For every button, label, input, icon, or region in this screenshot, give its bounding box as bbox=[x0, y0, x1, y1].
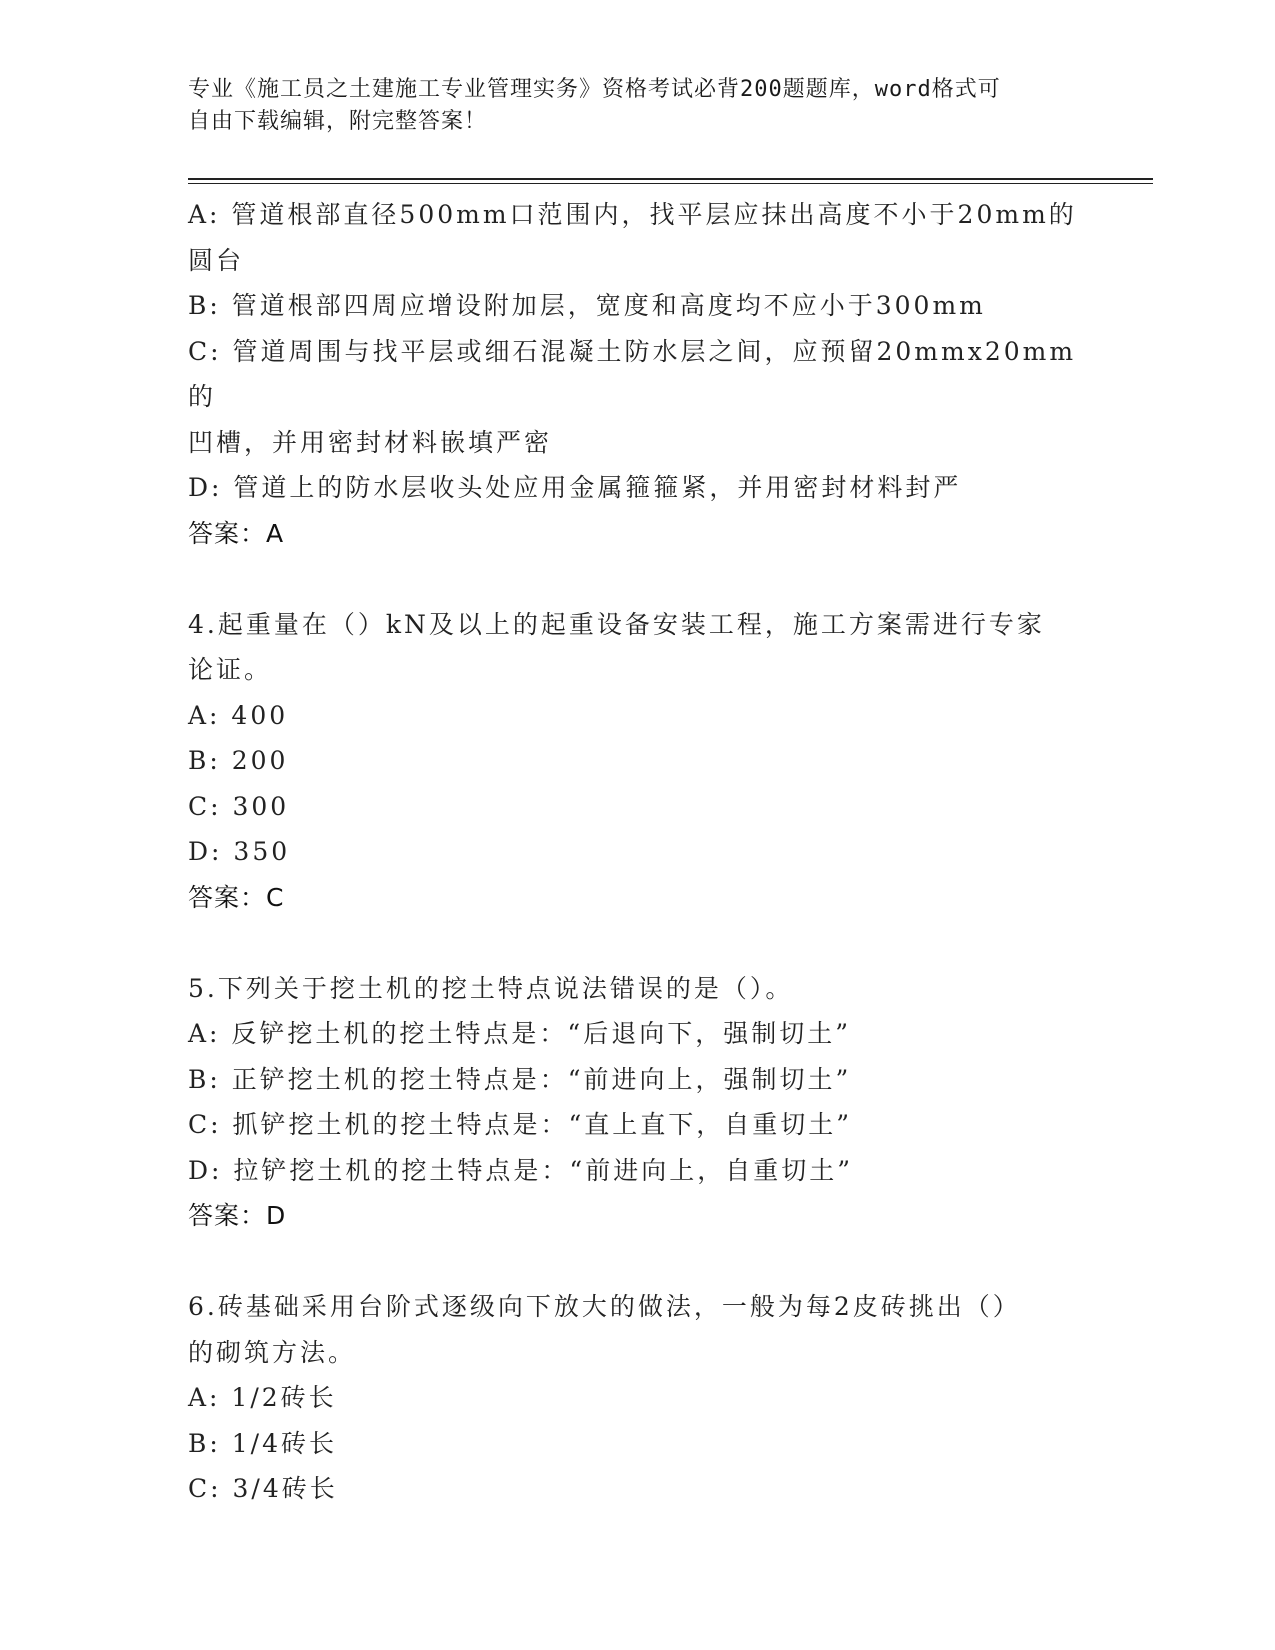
spacer bbox=[188, 556, 1088, 602]
q3-option-c-line-2: 凹槽，并用密封材料嵌填严密 bbox=[188, 427, 553, 457]
question-4-block bbox=[188, 602, 1088, 921]
q5-option-a: A: 反铲挖土机的挖土特点是：“后退向下，强制切土” bbox=[188, 1019, 851, 1048]
q4-stem-line-2: 论证。 bbox=[188, 655, 273, 684]
q4-option-c: C: 300 bbox=[188, 791, 290, 821]
q4-option-d: D: 350 bbox=[188, 837, 291, 866]
q3-option-b: B: 管道根部四周应增设附加层，宽度和高度均不应小于300mm bbox=[188, 291, 986, 320]
q6-option-c: C: 3/4砖长 bbox=[188, 1474, 338, 1503]
q3-option-c-line-1: C: 管道周围与找平层或细石混凝土防水层之间，应预留20mmx20mm的 bbox=[188, 336, 1077, 411]
question-5-block bbox=[188, 966, 1088, 1239]
header-title-line-2: 自由下载编辑，附完整答案！ bbox=[188, 109, 488, 134]
header-title-line-1: 专业《施工员之土建施工专业管理实务》资格考试必背200题题库，word格式可 bbox=[188, 77, 1001, 102]
question-6-block bbox=[188, 1284, 1088, 1512]
q6-option-b: B: 1/4砖长 bbox=[188, 1428, 337, 1458]
q6-option-a: A: 1/2砖长 bbox=[188, 1383, 337, 1412]
q5-stem: 5.下列关于挖土机的挖土特点说法错误的是（）。 bbox=[188, 973, 794, 1003]
q4-stem-line-1: 4.起重量在（）kN及以上的起重设备安装工程，施工方案需进行专家 bbox=[188, 609, 1045, 639]
spacer bbox=[188, 920, 1088, 966]
header-divider bbox=[188, 178, 1153, 184]
question-3-block bbox=[188, 192, 1088, 556]
question-content bbox=[188, 192, 1088, 1512]
q6-stem-line-1: 6.砖基础采用台阶式逐级向下放大的做法，一般为每2皮砖挑出（） bbox=[188, 1292, 1021, 1321]
q4-option-b: B: 200 bbox=[188, 746, 289, 775]
q4-answer: 答案：C bbox=[188, 882, 285, 912]
q5-option-b: B: 正铲挖土机的挖土特点是：“前进向上，强制切土” bbox=[188, 1064, 852, 1094]
q3-option-a-line-1: A: 管道根部直径500mm口范围内，找平层应抹出高度不小于20mm的 bbox=[188, 200, 1077, 229]
q3-option-a-line-2: 圆台 bbox=[188, 245, 245, 275]
q5-answer: 答案：D bbox=[188, 1201, 287, 1230]
q3-answer: 答案：A bbox=[188, 518, 285, 548]
q5-option-d: D: 拉铲挖土机的挖土特点是：“前进向上，自重切土” bbox=[188, 1155, 853, 1185]
q6-stem-line-2: 的砌筑方法。 bbox=[188, 1337, 357, 1367]
q3-option-d: D: 管道上的防水层收头处应用金属箍箍紧，并用密封材料封严 bbox=[188, 473, 962, 502]
spacer bbox=[188, 1239, 1088, 1285]
page-header bbox=[188, 74, 1068, 138]
q4-option-a: A: 400 bbox=[188, 700, 289, 730]
q5-option-c: C: 抓铲挖土机的挖土特点是：“直上直下，自重切土” bbox=[188, 1110, 853, 1139]
